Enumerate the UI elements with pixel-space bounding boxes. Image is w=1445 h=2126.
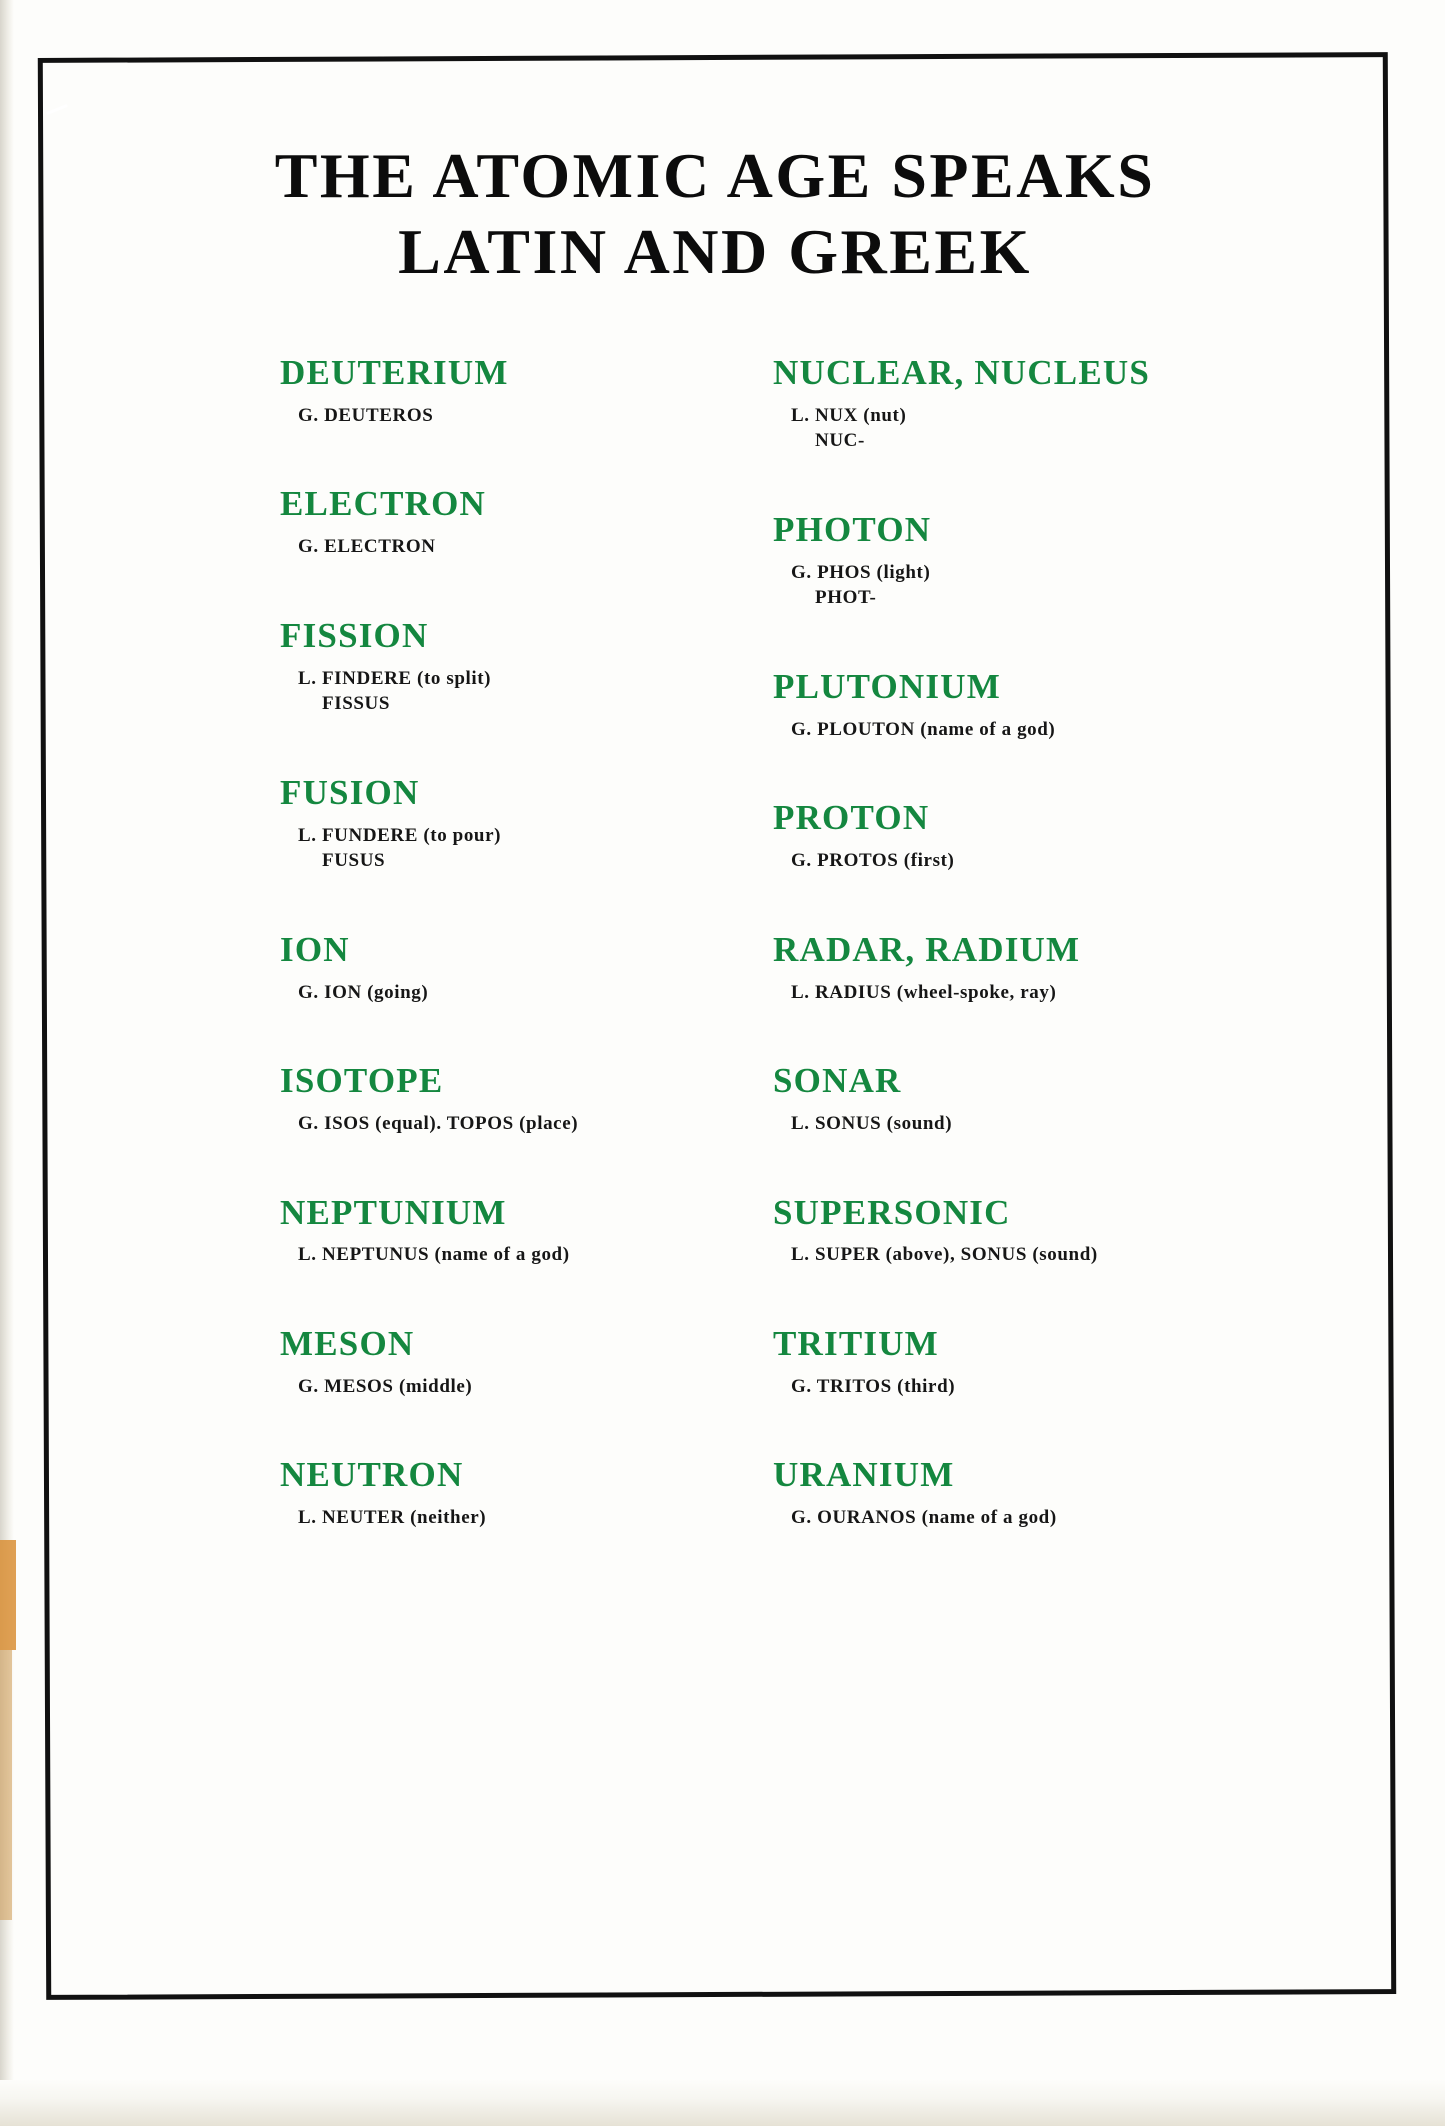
glossary-entry	[280, 1192, 715, 1268]
entry-roots	[773, 560, 1310, 611]
entry-term: MESON	[280, 1324, 415, 1364]
glossary-entry	[773, 1326, 1310, 1399]
entry-root-line: NUC-	[815, 430, 865, 452]
entry-roots	[773, 1111, 1310, 1137]
glossary-entry	[773, 512, 1310, 611]
page-title-line-1: THE ATOMIC AGE SPEAKS	[274, 140, 1156, 211]
glossary-entry	[280, 486, 715, 559]
entry-root-line: G. OURANOS (name of a god)	[791, 1507, 1057, 1529]
entry-root-line: G. TRITOS (third)	[791, 1375, 956, 1397]
entry-root-line: L. FUNDERE (to pour)	[298, 824, 502, 846]
glossary-entry	[280, 929, 715, 1005]
entry-root-line: G. PHOS (light)	[791, 561, 931, 583]
entry-root-line: L. NEUTER (neither)	[298, 1507, 487, 1529]
glossary-entry	[773, 1192, 1310, 1268]
glossary-entry	[280, 1457, 715, 1530]
entry-term: NUCLEAR, NUCLEUS	[773, 353, 1151, 393]
entry-term: FISSION	[280, 615, 429, 655]
entry-root-line: PHOT-	[815, 587, 877, 609]
glossary-entry	[773, 355, 1310, 454]
poster-content	[60, 70, 1370, 1970]
entry-term: ION	[280, 929, 350, 969]
entry-root-line: L. SUPER (above), SONUS (sound)	[791, 1244, 1098, 1266]
page-title-line-2: LATIN AND GREEK	[398, 215, 1032, 287]
glossary-entry	[773, 929, 1310, 1005]
entry-term: SUPERSONIC	[773, 1192, 1011, 1232]
entry-roots	[773, 848, 1310, 874]
glossary-entry	[280, 615, 715, 717]
page-tab-marker	[0, 1540, 16, 1650]
page-tab-marker-secondary	[0, 1650, 12, 1920]
entry-root-line: G. PLOUTON (name of a god)	[791, 718, 1056, 740]
entry-roots	[280, 1111, 715, 1137]
entry-roots	[280, 1374, 715, 1400]
glossary-entry	[280, 1063, 715, 1136]
entry-roots	[773, 980, 1310, 1006]
entry-roots	[773, 1374, 1310, 1400]
entry-root-line: G. ELECTRON	[298, 536, 436, 558]
entry-root-line: L. SONUS (sound)	[791, 1113, 953, 1135]
entry-roots	[773, 1242, 1310, 1268]
entry-root-line: L. FINDERE (to split)	[298, 667, 492, 689]
glossary-column-right	[715, 355, 1310, 1531]
page-title	[60, 138, 1370, 289]
entry-root-line: G. DEUTEROS	[298, 404, 434, 426]
entry-roots	[280, 666, 715, 717]
entry-term: PHOTON	[773, 510, 932, 550]
entry-roots	[773, 1505, 1310, 1531]
scan-bottom-edge-shadow	[0, 2080, 1445, 2126]
entry-term: NEPTUNIUM	[280, 1192, 507, 1232]
entry-term: NEUTRON	[280, 1455, 464, 1495]
entry-term: TRITIUM	[773, 1324, 939, 1364]
entry-root-line: L. NEPTUNUS (name of a god)	[298, 1244, 570, 1266]
glossary-entry	[773, 800, 1310, 873]
entry-root-line: L. NUX (nut)	[791, 404, 907, 426]
entry-term: URANIUM	[773, 1455, 955, 1495]
glossary-entry	[773, 1457, 1310, 1530]
glossary-entry	[280, 355, 715, 428]
glossary-entry	[280, 1326, 715, 1399]
entry-term: SONAR	[773, 1061, 902, 1101]
entry-roots	[280, 1242, 715, 1268]
glossary-entry	[773, 1063, 1310, 1136]
entry-term: PLUTONIUM	[773, 667, 1001, 707]
entry-term: RADAR, RADIUM	[773, 929, 1081, 969]
glossary-entry	[280, 772, 715, 874]
entry-root-line: G. PROTOS (first)	[791, 850, 955, 872]
entry-roots	[280, 823, 715, 874]
entry-root-line: G. ISOS (equal). TOPOS (place)	[298, 1113, 579, 1135]
entry-term: PROTON	[773, 798, 930, 838]
entry-roots	[773, 717, 1310, 743]
entry-term: FUSION	[280, 772, 420, 812]
glossary-entry	[773, 669, 1310, 742]
entry-roots	[280, 534, 715, 560]
glossary-columns	[60, 355, 1370, 1531]
glossary-column-left	[120, 355, 715, 1531]
entry-roots	[280, 1505, 715, 1531]
entry-roots	[280, 403, 715, 429]
entry-roots	[280, 980, 715, 1006]
entry-term: DEUTERIUM	[280, 353, 509, 393]
entry-term: ISOTOPE	[280, 1061, 444, 1101]
entry-term: ELECTRON	[280, 484, 487, 524]
entry-root-line: FUSUS	[322, 850, 386, 872]
entry-root-line: G. ION (going)	[298, 981, 429, 1003]
entry-root-line: G. MESOS (middle)	[298, 1375, 473, 1397]
entry-root-line: FISSUS	[322, 693, 391, 715]
entry-root-line: L. RADIUS (wheel-spoke, ray)	[791, 981, 1057, 1003]
entry-roots	[773, 403, 1310, 454]
